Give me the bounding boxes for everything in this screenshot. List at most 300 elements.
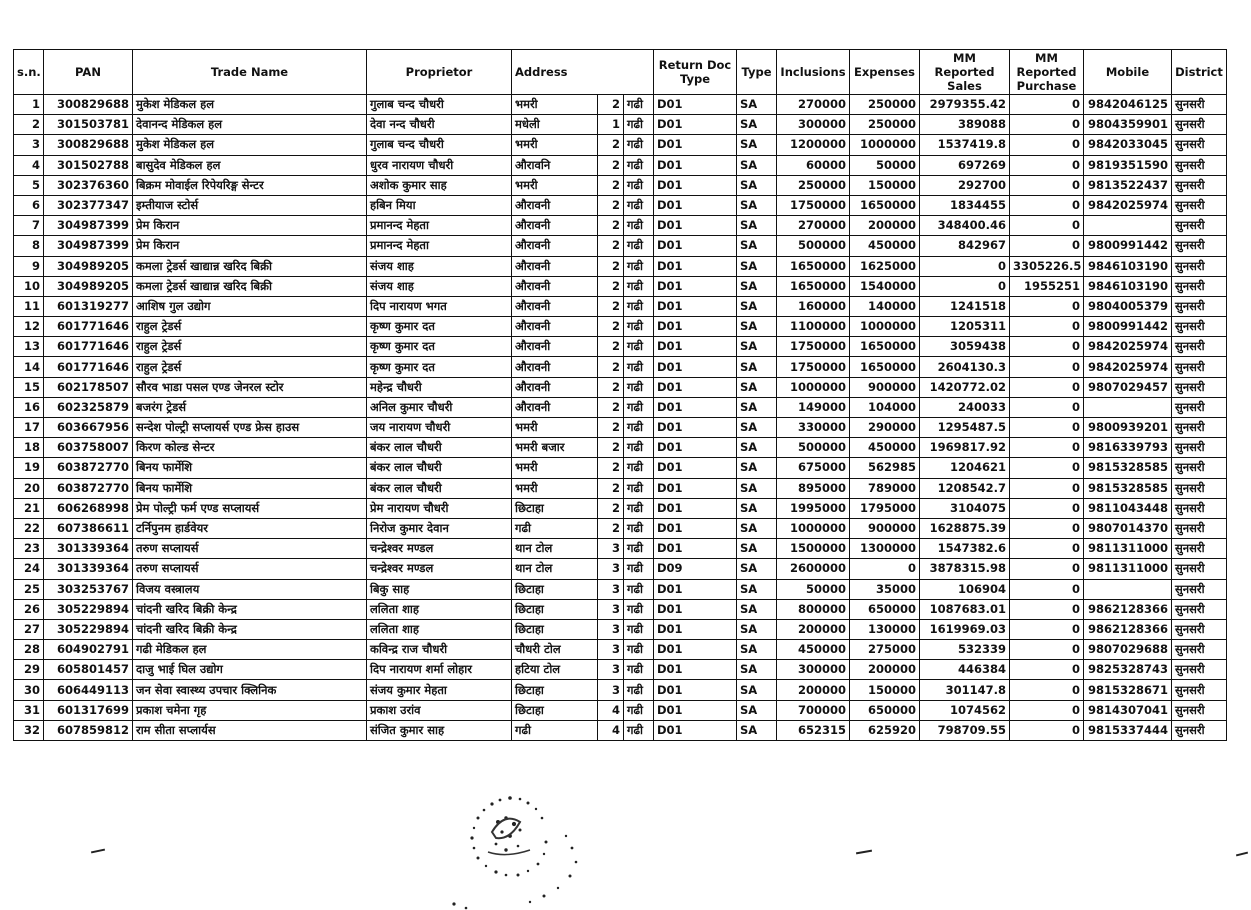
trader-ledger-table [13,49,1227,741]
row-pan: 607859812 [44,720,133,740]
row-inclusions: 330000 [777,418,850,438]
row-proprietor: चन्द्रेश्वर मण्डल [367,559,512,579]
row-mobile: 9804005379 [1084,296,1172,316]
row-sn: 28 [14,640,44,660]
row-proprietor: अनिल कुमार चौधरी [367,397,512,417]
row-place: गढी [624,377,654,397]
row-mm-reported-sales: 0 [920,256,1010,276]
row-return-doc-type: D01 [654,115,737,135]
row-proprietor: कविन्द्र राज चौधरी [367,640,512,660]
row-sn: 1 [14,95,44,115]
row-type: SA [737,478,777,498]
row-district: सुनसरी [1172,458,1227,478]
row-district: सुनसरी [1172,216,1227,236]
row-return-doc-type: D01 [654,418,737,438]
table-row [14,357,1227,377]
row-inclusions: 1750000 [777,337,850,357]
row-expenses: 625920 [850,720,920,740]
row-mm-reported-purchase: 0 [1010,377,1084,397]
row-address: गढी [512,518,598,538]
row-trade-name: तरुण सप्लायर्स [133,559,367,579]
row-mobile: 9846103190 [1084,256,1172,276]
table-row [14,377,1227,397]
row-inclusions: 160000 [777,296,850,316]
row-district: सुनसरी [1172,720,1227,740]
row-trade-name: मुकेश मेडिकल हल [133,135,367,155]
row-trade-name: कमला ट्रेडर्स खाद्यान्न खरिद बिक्री [133,256,367,276]
col-expenses: Expenses [850,50,920,95]
row-return-doc-type: D01 [654,276,737,296]
row-inclusions: 675000 [777,458,850,478]
row-mm-reported-purchase: 1955251 [1010,276,1084,296]
col-pan: PAN [44,50,133,95]
row-type: SA [737,357,777,377]
row-ward: 3 [598,559,624,579]
row-return-doc-type: D01 [654,478,737,498]
row-place: गढी [624,95,654,115]
row-sn: 11 [14,296,44,316]
row-mm-reported-sales: 1204621 [920,458,1010,478]
row-address: भमरी बजार [512,438,598,458]
row-inclusions: 270000 [777,95,850,115]
row-inclusions: 200000 [777,619,850,639]
row-ward: 1 [598,115,624,135]
row-mm-reported-purchase: 3305226.5 [1010,256,1084,276]
row-mm-reported-purchase: 0 [1010,660,1084,680]
table-row [14,438,1227,458]
row-mm-reported-sales: 1619969.03 [920,619,1010,639]
row-proprietor: बंकर लाल चौधरी [367,438,512,458]
row-sn: 32 [14,720,44,740]
row-place: गढी [624,660,654,680]
table-row [14,135,1227,155]
row-ward: 2 [598,195,624,215]
row-mm-reported-sales: 842967 [920,236,1010,256]
col-proprietor: Proprietor [367,50,512,95]
table-row [14,579,1227,599]
row-pan: 603872770 [44,478,133,498]
row-sn: 4 [14,155,44,175]
row-type: SA [737,276,777,296]
row-type: SA [737,256,777,276]
row-trade-name: राहुल ट्रेडर्स [133,357,367,377]
row-place: गढी [624,195,654,215]
row-pan: 607386611 [44,518,133,538]
row-district: सुनसरी [1172,418,1227,438]
row-mm-reported-purchase: 0 [1010,175,1084,195]
row-type: SA [737,660,777,680]
row-proprietor: प्रमानन्द मेहता [367,216,512,236]
row-ward: 2 [598,175,624,195]
row-type: SA [737,680,777,700]
col-mobile: Mobile [1084,50,1172,95]
row-return-doc-type: D01 [654,660,737,680]
table-row [14,195,1227,215]
row-proprietor: बिकु साह [367,579,512,599]
row-proprietor: कृष्ण कुमार दत [367,337,512,357]
row-type: SA [737,438,777,458]
row-sn: 16 [14,397,44,417]
row-proprietor: ललिता शाह [367,599,512,619]
row-return-doc-type: D01 [654,256,737,276]
row-proprietor: प्रमानन्द मेहता [367,236,512,256]
col-inclusions: Inclusions [777,50,850,95]
row-ward: 2 [598,458,624,478]
row-pan: 300829688 [44,135,133,155]
row-mobile: 9814307041 [1084,700,1172,720]
row-sn: 9 [14,256,44,276]
row-inclusions: 1750000 [777,357,850,377]
row-pan: 301502788 [44,155,133,175]
row-mm-reported-purchase: 0 [1010,599,1084,619]
row-proprietor: महेन्द्र चौधरी [367,377,512,397]
row-district: सुनसरी [1172,377,1227,397]
row-expenses: 1000000 [850,317,920,337]
row-mm-reported-sales: 1074562 [920,700,1010,720]
row-mobile [1084,397,1172,417]
row-mobile: 9842025974 [1084,195,1172,215]
row-expenses: 200000 [850,660,920,680]
row-mobile: 9815328585 [1084,458,1172,478]
row-district: सुनसरी [1172,498,1227,518]
row-pan: 602325879 [44,397,133,417]
row-ward: 3 [598,619,624,639]
row-inclusions: 1000000 [777,377,850,397]
row-trade-name: आशिष गुल उद्योग [133,296,367,316]
row-address: औरावनी [512,397,598,417]
table-row [14,720,1227,740]
row-trade-name: टर्निपुनम हार्डवेयर [133,518,367,538]
row-expenses: 130000 [850,619,920,639]
row-address: औरावनी [512,236,598,256]
row-address: हटिया टोल [512,660,598,680]
row-return-doc-type: D01 [654,397,737,417]
row-expenses: 104000 [850,397,920,417]
row-ward: 2 [598,498,624,518]
row-type: SA [737,539,777,559]
row-mm-reported-sales: 292700 [920,175,1010,195]
row-mm-reported-sales: 2979355.42 [920,95,1010,115]
row-mm-reported-purchase: 0 [1010,700,1084,720]
row-mobile: 9815328585 [1084,478,1172,498]
row-pan: 606449113 [44,680,133,700]
row-mm-reported-sales: 0 [920,276,1010,296]
row-district: सुनसरी [1172,195,1227,215]
row-mm-reported-purchase: 0 [1010,438,1084,458]
row-return-doc-type: D01 [654,640,737,660]
table-row [14,418,1227,438]
row-sn: 30 [14,680,44,700]
row-inclusions: 500000 [777,236,850,256]
table-row [14,559,1227,579]
row-address: छिटाहा [512,498,598,518]
row-district: सुनसरी [1172,619,1227,639]
row-proprietor: दिप नारायण भगत [367,296,512,316]
row-address: चौधरी टोल [512,640,598,660]
row-place: गढी [624,619,654,639]
row-inclusions: 300000 [777,660,850,680]
row-expenses: 1650000 [850,195,920,215]
col-type: Type [737,50,777,95]
row-trade-name: राम सीता सप्लार्यस [133,720,367,740]
row-pan: 303253767 [44,579,133,599]
row-mm-reported-sales: 1834455 [920,195,1010,215]
row-sn: 5 [14,175,44,195]
row-type: SA [737,397,777,417]
row-district: सुनसरी [1172,478,1227,498]
row-sn: 8 [14,236,44,256]
ledger-body [14,95,1227,741]
row-district: सुनसरी [1172,337,1227,357]
row-proprietor: चन्द्रेश्वर मण्डल [367,539,512,559]
table-row [14,95,1227,115]
row-ward: 2 [598,518,624,538]
row-trade-name: बिनय फार्मेशि [133,478,367,498]
row-trade-name: प्रेम किरान [133,216,367,236]
row-mobile: 9800991442 [1084,236,1172,256]
row-mm-reported-sales: 3104075 [920,498,1010,518]
row-type: SA [737,195,777,215]
row-inclusions: 50000 [777,579,850,599]
row-return-doc-type: D01 [654,135,737,155]
row-mm-reported-purchase: 0 [1010,680,1084,700]
row-pan: 304989205 [44,256,133,276]
row-trade-name: राहुल ट्रेडर्स [133,317,367,337]
row-expenses: 789000 [850,478,920,498]
row-address: थान टोल [512,559,598,579]
row-mm-reported-sales: 106904 [920,579,1010,599]
row-mobile: 9815328671 [1084,680,1172,700]
row-expenses: 150000 [850,175,920,195]
row-inclusions: 500000 [777,438,850,458]
row-expenses: 140000 [850,296,920,316]
row-ward: 2 [598,135,624,155]
col-mm-reported-purchase: MM Reported Purchase [1010,50,1084,95]
table-row [14,518,1227,538]
row-district: सुनसरी [1172,438,1227,458]
row-return-doc-type: D01 [654,296,737,316]
row-mobile: 9807014370 [1084,518,1172,538]
row-inclusions: 60000 [777,155,850,175]
row-place: गढी [624,498,654,518]
row-mobile: 9819351590 [1084,155,1172,175]
row-inclusions: 450000 [777,640,850,660]
row-type: SA [737,640,777,660]
row-address: औरावनि [512,155,598,175]
row-trade-name: सौरव भाडा पसल एण्ड जेनरल स्टोर [133,377,367,397]
row-address: औरावनी [512,276,598,296]
row-return-doc-type: D01 [654,700,737,720]
row-address: छिटाहा [512,700,598,720]
row-mobile: 9813522437 [1084,175,1172,195]
row-address: भमरी [512,135,598,155]
row-district: सुनसरी [1172,397,1227,417]
row-pan: 603758007 [44,438,133,458]
row-ward: 2 [598,478,624,498]
row-inclusions: 149000 [777,397,850,417]
row-trade-name: प्रेम पोल्ट्री फर्म एण्ड सप्लायर्स [133,498,367,518]
row-place: गढी [624,579,654,599]
row-trade-name: बजरंग ट्रेडर्स [133,397,367,417]
row-mm-reported-purchase: 0 [1010,357,1084,377]
row-mobile: 9811311000 [1084,559,1172,579]
row-address: औरावनी [512,317,598,337]
col-return-doc-type: Return Doc Type [654,50,737,95]
row-trade-name: इम्तीयाज स्टोर्स [133,195,367,215]
row-proprietor: दिप नारायण शर्मा लोहार [367,660,512,680]
row-trade-name: किरण कोल्ड सेन्टर [133,438,367,458]
row-ward: 2 [598,337,624,357]
row-type: SA [737,700,777,720]
col-address: Address [512,50,654,95]
row-place: गढी [624,640,654,660]
row-proprietor: प्रकाश उरांव [367,700,512,720]
row-expenses: 150000 [850,680,920,700]
table-row [14,619,1227,639]
row-expenses: 250000 [850,115,920,135]
row-return-doc-type: D01 [654,438,737,458]
table-row [14,317,1227,337]
row-trade-name: बिनय फार्मेशि [133,458,367,478]
row-inclusions: 652315 [777,720,850,740]
row-ward: 2 [598,95,624,115]
row-proprietor: बंकर लाल चौधरी [367,458,512,478]
row-pan: 301339364 [44,559,133,579]
row-mm-reported-sales: 301147.8 [920,680,1010,700]
row-type: SA [737,720,777,740]
row-mm-reported-sales: 389088 [920,115,1010,135]
row-pan: 601317699 [44,700,133,720]
row-place: गढी [624,418,654,438]
row-place: गढी [624,276,654,296]
row-expenses: 35000 [850,579,920,599]
row-expenses: 650000 [850,700,920,720]
row-ward: 3 [598,640,624,660]
row-mm-reported-purchase: 0 [1010,236,1084,256]
row-ward: 2 [598,438,624,458]
row-type: SA [737,296,777,316]
row-type: SA [737,579,777,599]
row-place: गढी [624,478,654,498]
row-district: सुनसरी [1172,95,1227,115]
table-row [14,296,1227,316]
table-row [14,236,1227,256]
row-pan: 305229894 [44,619,133,639]
row-place: गढी [624,357,654,377]
row-inclusions: 1995000 [777,498,850,518]
row-trade-name: प्रेम किरान [133,236,367,256]
row-proprietor: कृष्ण कुमार दत [367,317,512,337]
row-return-doc-type: D01 [654,95,737,115]
row-expenses: 1625000 [850,256,920,276]
table-row [14,397,1227,417]
row-trade-name: कमला ट्रेडर्स खाद्यान्न खरिद बिक्री [133,276,367,296]
row-mm-reported-sales: 1208542.7 [920,478,1010,498]
row-district: सुनसरी [1172,640,1227,660]
row-mm-reported-sales: 1537419.8 [920,135,1010,155]
row-type: SA [737,559,777,579]
row-mm-reported-sales: 3059438 [920,337,1010,357]
row-sn: 18 [14,438,44,458]
row-ward: 2 [598,397,624,417]
row-district: सुनसरी [1172,660,1227,680]
row-mobile: 9815337444 [1084,720,1172,740]
row-mm-reported-sales: 348400.46 [920,216,1010,236]
row-mobile: 9825328743 [1084,660,1172,680]
row-place: गढी [624,216,654,236]
row-place: गढी [624,700,654,720]
row-mm-reported-sales: 532339 [920,640,1010,660]
row-mm-reported-sales: 798709.55 [920,720,1010,740]
row-return-doc-type: D01 [654,377,737,397]
row-ward: 2 [598,216,624,236]
row-mobile: 9800939201 [1084,418,1172,438]
row-address: औरावनी [512,357,598,377]
row-return-doc-type: D01 [654,317,737,337]
row-proprietor: ललिता शाह [367,619,512,639]
row-address: औरावनी [512,296,598,316]
row-mm-reported-purchase: 0 [1010,619,1084,639]
row-mm-reported-purchase: 0 [1010,418,1084,438]
row-district: सुनसरी [1172,599,1227,619]
official-seal-stamp-icon [440,792,590,910]
row-address: भमरी [512,95,598,115]
row-address: औरावनी [512,377,598,397]
row-address: छिटाहा [512,579,598,599]
row-expenses: 650000 [850,599,920,619]
row-type: SA [737,155,777,175]
table-row [14,680,1227,700]
row-sn: 7 [14,216,44,236]
row-mm-reported-purchase: 0 [1010,518,1084,538]
row-mm-reported-sales: 3878315.98 [920,559,1010,579]
row-district: सुनसरी [1172,357,1227,377]
row-place: गढी [624,115,654,135]
row-inclusions: 300000 [777,115,850,135]
row-ward: 2 [598,418,624,438]
row-address: छिटाहा [512,599,598,619]
row-mm-reported-purchase: 0 [1010,720,1084,740]
row-mm-reported-sales: 1205311 [920,317,1010,337]
row-mm-reported-purchase: 0 [1010,458,1084,478]
table-row [14,640,1227,660]
row-expenses: 1650000 [850,357,920,377]
row-place: गढी [624,539,654,559]
row-return-doc-type: D01 [654,579,737,599]
row-address: भमरी [512,478,598,498]
row-address: भमरी [512,175,598,195]
row-place: गढी [624,256,654,276]
row-return-doc-type: D01 [654,357,737,377]
table-row [14,660,1227,680]
row-address: भमरी [512,458,598,478]
row-mm-reported-sales: 1969817.92 [920,438,1010,458]
row-pan: 300829688 [44,95,133,115]
row-type: SA [737,377,777,397]
row-mm-reported-purchase: 0 [1010,579,1084,599]
row-trade-name: चांदनी खरिद बिक्री केन्द्र [133,599,367,619]
row-ward: 2 [598,317,624,337]
row-return-doc-type: D01 [654,195,737,215]
row-proprietor: जय नारायण चौधरी [367,418,512,438]
row-proprietor: कृष्ण कुमार दत [367,357,512,377]
table-row [14,155,1227,175]
row-inclusions: 1650000 [777,256,850,276]
table-row [14,256,1227,276]
row-mm-reported-sales: 1295487.5 [920,418,1010,438]
row-mm-reported-sales: 697269 [920,155,1010,175]
col-sn: s.n. [14,50,44,95]
